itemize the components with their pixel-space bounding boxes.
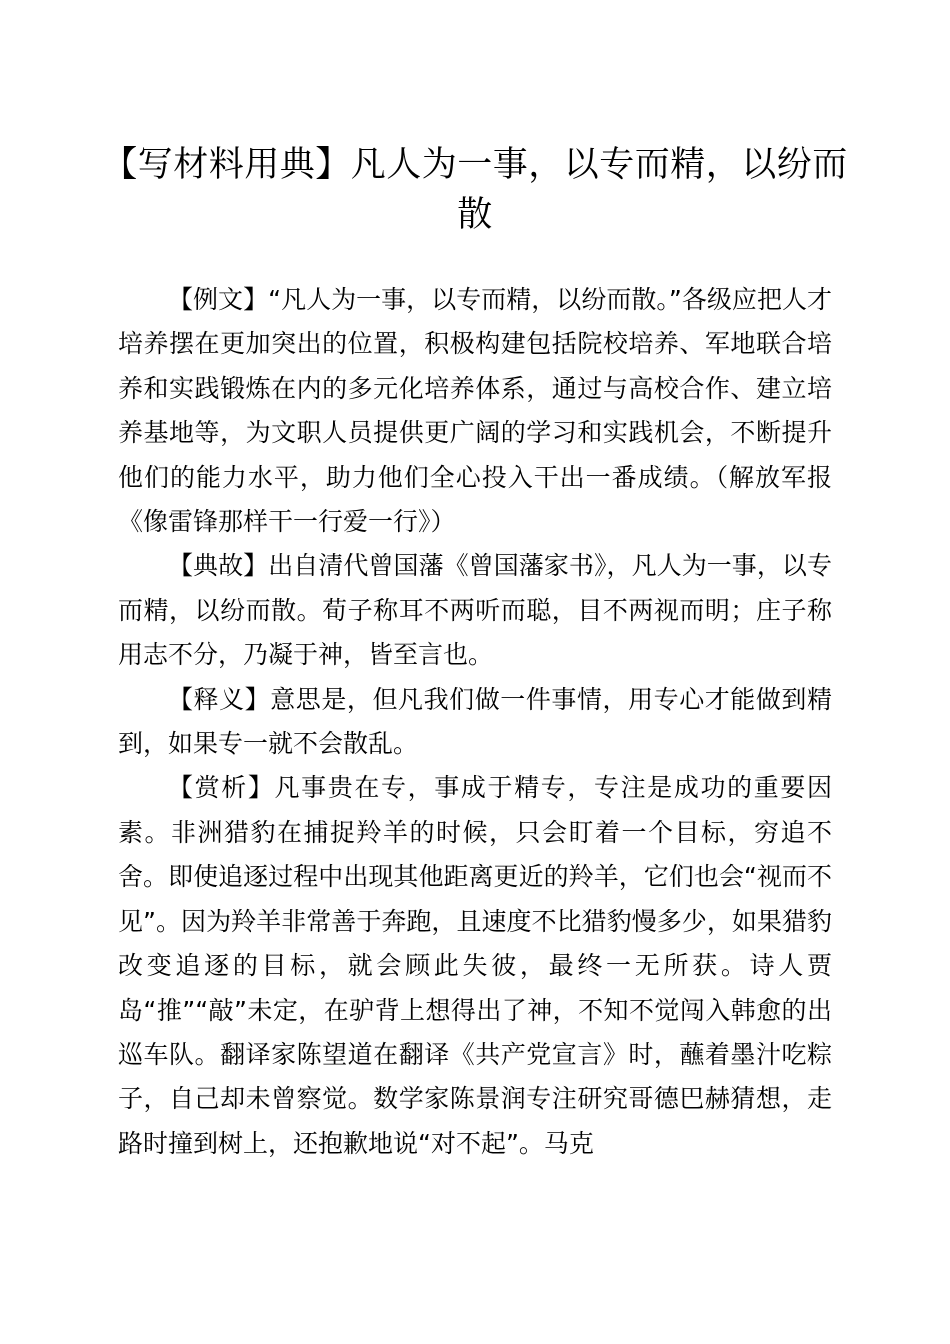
document-title: 【写材料用典】凡人为一事，以专而精，以纷而散 <box>102 145 848 235</box>
paragraph-text: “凡人为一事，以专而精，以纷而散。”各级应把人才培养摆在更加突出的位置，积极构建包括院校培养、军地联合培养和实践锻炼在内的多元化培养体系，通过与高校合作、建立培养基地等，为文职人员提供更广阔的学习和实践机会，不断提升他们的能力水平，助力他们全心投入干出一番成绩。（解放军报《像雷锋那样干一行爱一行》） <box>118 285 832 537</box>
paragraph-tag: 【释义】 <box>168 684 271 714</box>
paragraph-appreciation <box>118 766 832 1166</box>
paragraph-text: 出自清代曾国藩《曾国藩家书》，凡人为一事，以专而精，以纷而散。荀子称耳不两听而聪，目不两视而明；庄子称用志不分，乃凝于神，皆至言也。 <box>118 551 832 670</box>
paragraph-example <box>118 278 832 544</box>
paragraph-meaning <box>118 678 832 767</box>
paragraph-text: 意思是，但凡我们做一件事情，用专心才能做到精到，如果专一就不会散乱。 <box>118 684 832 759</box>
paragraph-tag: 【典故】 <box>168 551 269 581</box>
paragraph-allusion <box>118 544 832 677</box>
document-body <box>118 278 832 1166</box>
paragraph-tag: 【例文】 <box>168 285 269 314</box>
paragraph-text: 凡事贵在专，事成于精专，专注是成功的重要因素。非洲猎豹在捕捉羚羊的时候，只会盯着一个目标，穷追不舍。即使追逐过程中出现其他距离更近的羚羊，它们也会“视而不见”。因为羚羊非常善于奔跑，且速度不比猎豹慢多少，如果猎豹改变追逐的目标，就会顾此失彼，最终一无所获。诗人贾岛“推”“敲”未定，在驴背上想得出了神，不知不觉闯入韩愈的出巡车队。翻译家陈望道在翻译《共产党宣言》时，蘸着墨汁吃粽子，自己却未曾察觉。数学家陈景润专注研究哥德巴赫猜想，走路时撞到树上，还抱歉地说“对不起”。马克 <box>118 773 832 1158</box>
paragraph-tag: 【赏析】 <box>168 773 275 803</box>
